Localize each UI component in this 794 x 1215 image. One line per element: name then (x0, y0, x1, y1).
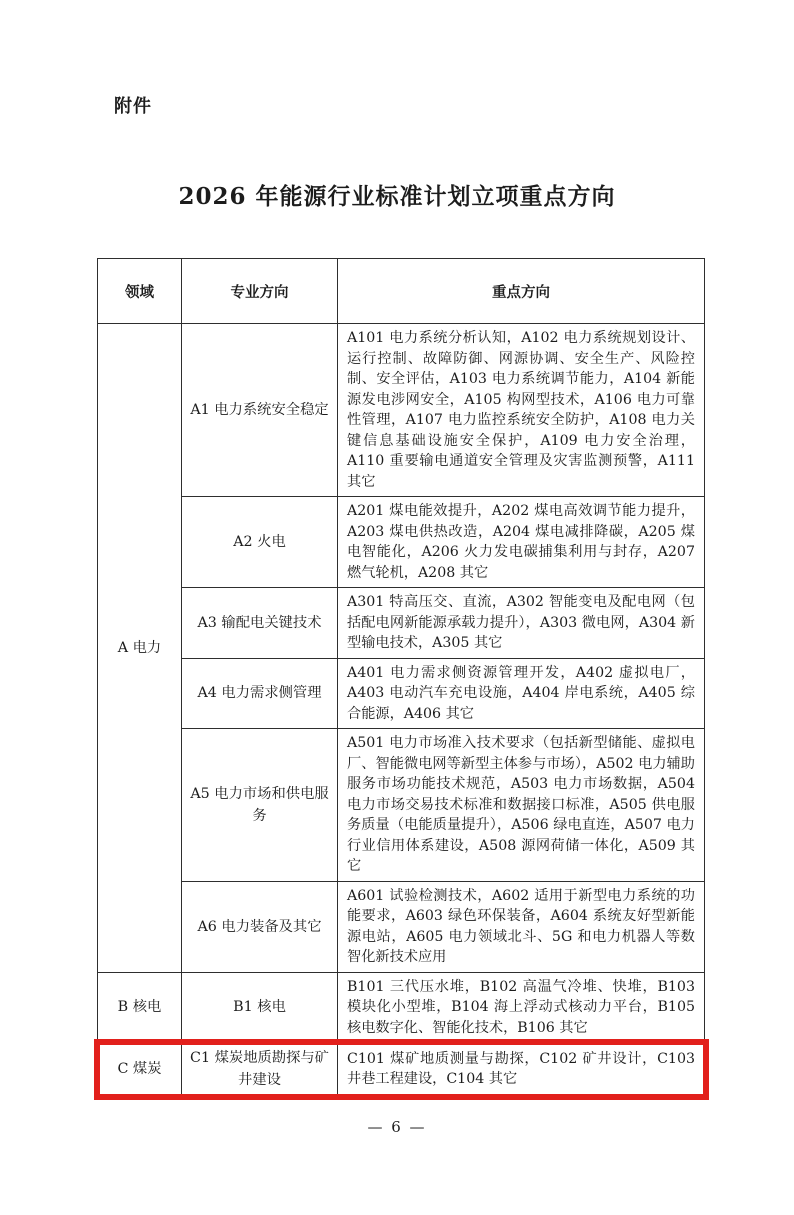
focus-cell: A601 试验检测技术，A602 适用于新型电力系统的功能要求，A603 绿色环保装备，A604 系统友好型新能源电站，A605 电力领域北斗、5G 和电力机器人等数智化新技术应用 (338, 881, 705, 972)
direction-cell: A6 电力装备及其它 (182, 881, 338, 972)
table-row (98, 658, 705, 729)
direction-cell: B1 核电 (182, 972, 338, 1043)
focus-cell: A301 特高压交、直流，A302 智能变电及配电网（包括配电网新能源承载力提升），A303 微电网，A304 新型输电技术，A305 其它 (338, 588, 705, 659)
table-container (0, 258, 794, 1096)
direction-cell: A5 电力市场和供电服务 (182, 729, 338, 882)
table-row (98, 497, 705, 588)
direction-cell: A4 电力需求侧管理 (182, 658, 338, 729)
field-cell: B 核电 (98, 972, 182, 1043)
field-cell: C 煤炭 (98, 1043, 182, 1096)
table-row (98, 588, 705, 659)
column-header-field: 领域 (98, 259, 182, 324)
table-row (98, 324, 705, 497)
table-header-row (98, 259, 705, 324)
column-header-focus: 重点方向 (338, 259, 705, 324)
table-row (98, 972, 705, 1043)
direction-cell: A3 输配电关键技术 (182, 588, 338, 659)
standards-table (97, 258, 705, 1096)
direction-cell: A1 电力系统安全稳定 (182, 324, 338, 497)
focus-cell: A101 电力系统分析认知，A102 电力系统规划设计、运行控制、故障防御、网源协调、安全生产、风险控制、安全评估，A103 电力系统调节能力，A104 新能源发电涉网安全，A105 构网型技术，A106 电力可靠性管理，A107 电力监控系统安全防护，A108 电力关键信息基础设施安全保护，A109 电力安全治理，A110 重要输电通道安全管理及灾害监测预警，A111 其它 (338, 324, 705, 497)
table-row (98, 1043, 705, 1096)
field-cell: A 电力 (98, 324, 182, 973)
table-row (98, 881, 705, 972)
focus-cell: A201 煤电能效提升，A202 煤电高效调节能力提升，A203 煤电供热改造，A204 煤电减排降碳，A205 煤电智能化，A206 火力发电碳捕集利用与封存，A207 燃气轮机，A208 其它 (338, 497, 705, 588)
direction-cell: C1 煤炭地质勘探与矿井建设 (182, 1043, 338, 1096)
focus-cell: A401 电力需求侧资源管理开发，A402 虚拟电厂，A403 电动汽车充电设施，A404 岸电系统，A405 综合能源，A406 其它 (338, 658, 705, 729)
column-header-direction: 专业方向 (182, 259, 338, 324)
page-number: — 6 — (367, 1118, 427, 1136)
focus-cell: A501 电力市场准入技术要求（包括新型储能、虚拟电厂、智能微电网等新型主体参与市场），A502 电力辅助服务市场功能技术规范，A503 电力市场数据，A504 电力市场交易技术标准和数据接口标准，A505 供电服务质量（电能质量提升），A506 绿电直连，A507 电力行业信用体系建设，A508 源网荷储一体化，A509 其它 (338, 729, 705, 882)
focus-cell: B101 三代压水堆，B102 高温气冷堆、快堆，B103 模块化小型堆，B104 海上浮动式核动力平台，B105 核电数字化、智能化技术，B106 其它 (338, 972, 705, 1043)
page-title: 2026 年能源行业标准计划立项重点方向 (178, 183, 616, 210)
direction-cell: A2 火电 (182, 497, 338, 588)
table-row (98, 729, 705, 882)
attachment-label: 附件 (114, 96, 152, 117)
focus-cell: C101 煤矿地质测量与勘探，C102 矿井设计，C103 井巷工程建设，C104 其它 (338, 1043, 705, 1096)
